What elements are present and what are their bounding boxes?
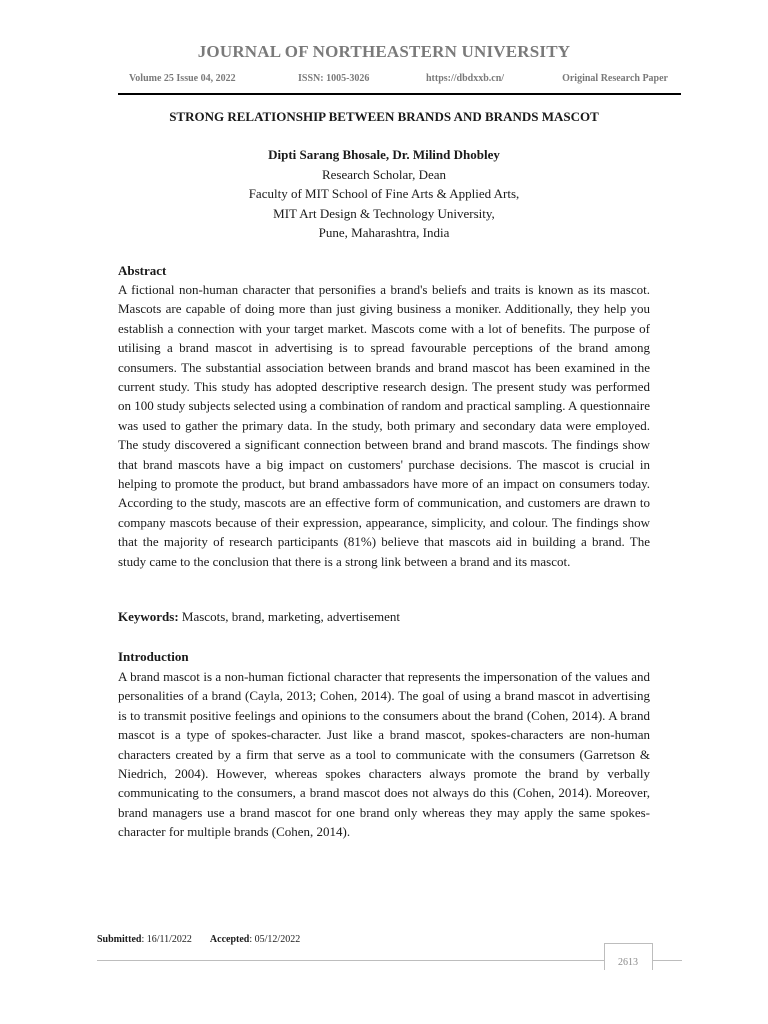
journal-title: JOURNAL OF NORTHEASTERN UNIVERSITY [197, 42, 571, 61]
abstract-heading: Abstract [118, 263, 167, 278]
abstract-text: A fictional non-human character that personifies a brand's beliefs and traits is known as its mascot. Mascots are capable of doing more than just giving business a moniker. Additionally, they help you establish a connection with your target market. Mascots come with a lot of benefits. The purpose of utilising a brand mascot in advertising is to spread favourable perceptions of the brand among consumers. The substantial association between brands and brand mascot has been examined in the current study. This study has adopted descriptive research design. The present study was performed on 100 study subjects selected using a combination of random and practical sampling. A questionnaire was used to gather the primary data. In the study, both primary and secondary data were employed. The study discovered a significant connection between brand and brand mascots. The findings show that brand mascots have a big impact on customers' purchase decisions. The mascot is crucial in helping to promote the product, but brand ambassadors have more of an impact on consumers today. According to the study, mascots are an effective form of communication, and customers are drawn to company mascots because of their expression, appearance, simplicity, and colour. The findings show that the majority of research participants (81%) believe that mascots aid in building a brand. The study came to the conclusion that there is a strong link between a brand and its mascot. [118, 282, 650, 569]
affiliation-line: Pune, Maharashtra, India [318, 225, 450, 240]
accepted-date: : 05/12/2022 [249, 934, 301, 945]
keywords-label: Keywords: [118, 609, 179, 624]
affiliation-line: MIT Art Design & Technology University, [273, 206, 495, 221]
affiliation-line: Faculty of MIT School of Fine Arts & Applied Arts, [248, 186, 520, 201]
accepted-label: Accepted [209, 934, 250, 945]
paper-type: Original Research Paper [562, 73, 668, 84]
submission-dates [97, 934, 300, 945]
affiliation-line: Research Scholar, Dean [321, 167, 446, 182]
footer-divider-right [652, 960, 682, 961]
issn: ISSN: 1005-3026 [298, 73, 370, 84]
keywords [118, 609, 400, 625]
header-divider [118, 93, 681, 95]
submitted-label: Submitted [97, 934, 142, 945]
introduction-text: A brand mascot is a non-human fictional character that represents the impersonation of the values and personalities of a brand (Cayla, 2013; Cohen, 2014). The goal of using a brand mascot in advertising is to transmit positive feelings and opinions to the consumers about the brand (Cohen, 2014). A brand mascot is a type of spokes-character. Just like a brand mascot, spokes-characters are non-human characters created by a firm that serve as a tool to communicate with the consumers (Garretson & Niedrich, 2004). However, whereas spokes characters always promote the brand by verbally communicating to the consumers, a brand mascot does not always do this (Cohen, 2014). Moreover, brand managers use a brand mascot for one brand only whereas they may apply the same spokes-character for multiple brands (Cohen, 2014). [118, 669, 650, 840]
volume-issue: Volume 25 Issue 04, 2022 [129, 73, 236, 84]
keywords-list: Mascots, brand, marketing, advertisement [178, 609, 400, 624]
journal-meta-row [118, 73, 668, 89]
authors: Dipti Sarang Bhosale, Dr. Milind Dhobley [268, 147, 500, 162]
submitted-date: : 16/11/2022 [141, 934, 192, 945]
page-number: 2613 [618, 957, 638, 968]
introduction-heading: Introduction [118, 649, 189, 664]
paper-title: STRONG RELATIONSHIP BETWEEN BRANDS AND BRANDS MASCOT [169, 109, 599, 124]
journal-url[interactable]: https://dbdxxb.cn/ [426, 73, 505, 84]
footer-divider [97, 960, 605, 961]
